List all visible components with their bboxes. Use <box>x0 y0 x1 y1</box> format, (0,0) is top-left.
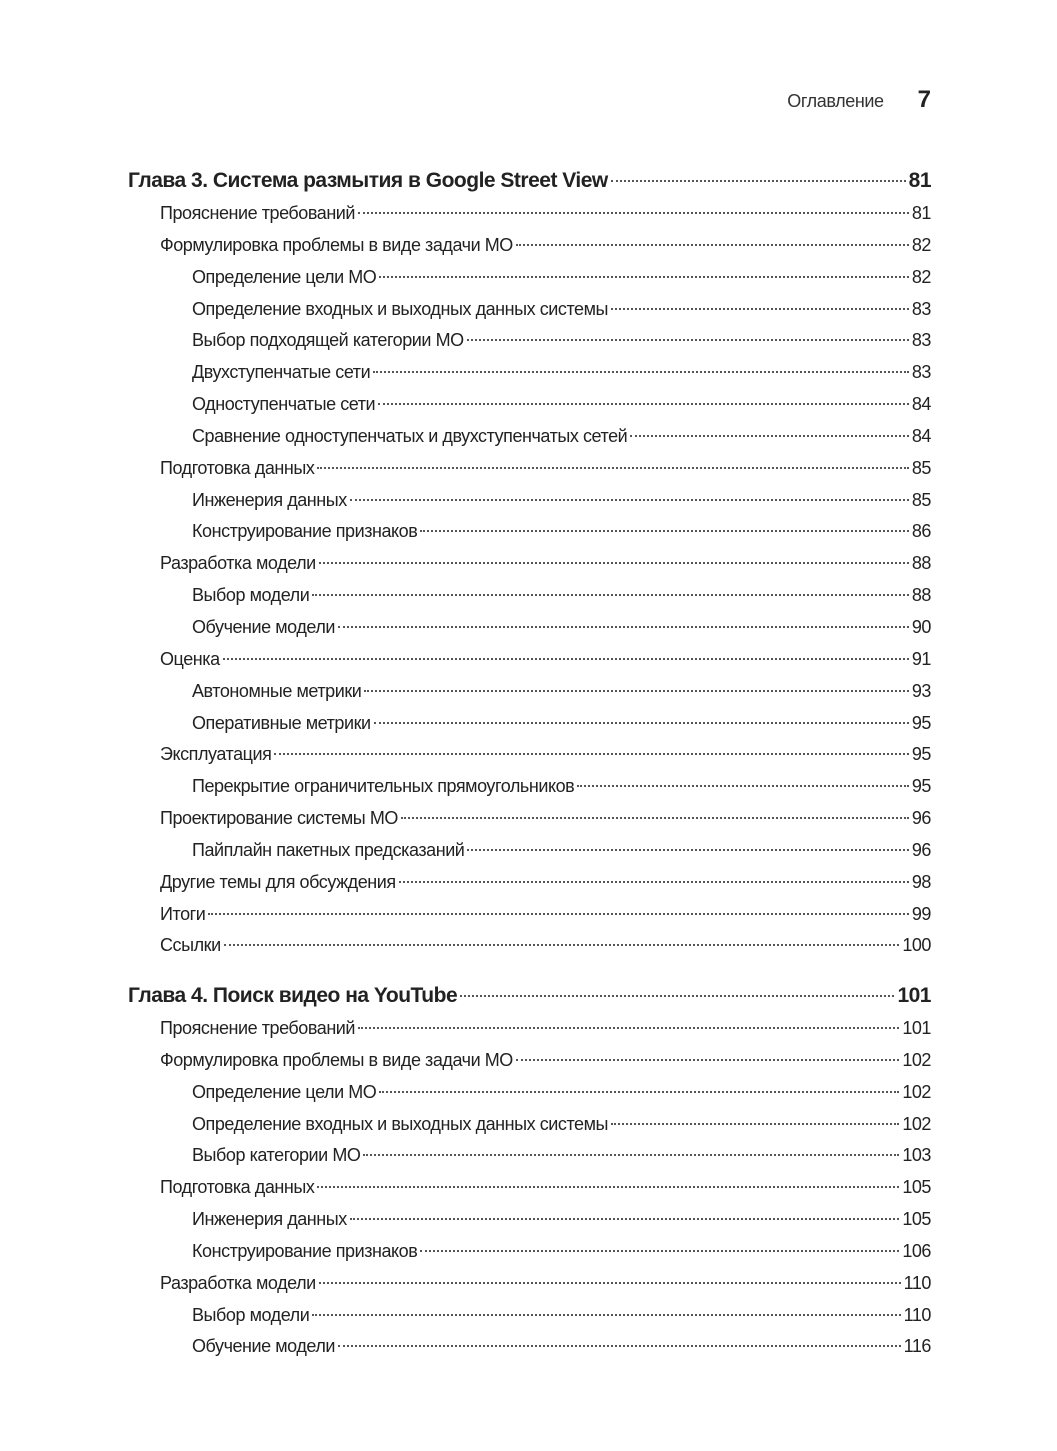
toc-entry[interactable] <box>128 1109 931 1141</box>
toc-entry-page: 83 <box>911 298 931 319</box>
toc-entry-label: Формулировка проблемы в виде задачи МО <box>160 1049 513 1070</box>
toc-entry-label: Одноступенчатые сети <box>192 394 376 415</box>
toc-entry[interactable] <box>128 230 931 262</box>
dot-leader <box>516 244 909 246</box>
toc-entry[interactable] <box>128 1236 931 1268</box>
dot-leader <box>312 594 909 596</box>
toc-entry-label: Определение цели МО <box>192 266 377 287</box>
dot-leader <box>379 1091 899 1093</box>
toc-entry[interactable] <box>128 771 931 803</box>
toc-entry-page: 84 <box>911 394 931 415</box>
dot-leader <box>577 785 909 787</box>
toc-entry-page: 101 <box>902 1018 931 1038</box>
dot-leader <box>223 658 909 660</box>
toc-entry[interactable] <box>128 1140 931 1172</box>
toc-entry-page: 93 <box>911 680 931 701</box>
toc-chapter-heading[interactable] <box>128 164 931 198</box>
running-header-title: Оглавление <box>787 91 884 111</box>
dot-leader <box>350 1218 899 1220</box>
dot-leader <box>274 753 908 755</box>
toc-entry[interactable] <box>128 453 931 485</box>
toc-entry[interactable] <box>128 1045 931 1077</box>
toc-entry-label: Выбор модели <box>192 585 310 606</box>
toc-entry-label: Выбор подходящей категории МО <box>192 330 464 351</box>
dot-leader <box>420 1250 899 1252</box>
toc-entry[interactable] <box>128 835 931 867</box>
toc-entry[interactable] <box>128 708 931 740</box>
toc-entry[interactable] <box>128 516 931 548</box>
toc-entry[interactable] <box>128 198 931 230</box>
toc-entry-label: Пайплайн пакетных предсказаний <box>192 839 465 860</box>
toc-entry-page: 88 <box>911 585 931 606</box>
dot-leader <box>420 530 909 532</box>
toc-entry-label: Определение цели МО <box>192 1081 377 1102</box>
toc-entry[interactable] <box>128 1013 931 1045</box>
toc-entry-label: Конструирование признаков <box>192 521 418 542</box>
dot-leader <box>374 722 909 724</box>
toc-entry[interactable] <box>128 580 931 612</box>
toc-entry[interactable] <box>128 262 931 294</box>
toc-entry-page: 98 <box>911 871 931 892</box>
toc-entry-label: Оценка <box>160 648 220 669</box>
toc-entry-label: Ссылки <box>160 935 221 956</box>
toc-entry-page: 100 <box>902 935 931 956</box>
toc-entry-page: 84 <box>911 425 931 446</box>
toc-entry-label: Формулировка проблемы в виде задачи МО <box>160 234 513 255</box>
toc-chapter-4 <box>128 979 931 1363</box>
dot-leader <box>399 881 909 883</box>
dot-leader <box>363 1154 899 1156</box>
running-header <box>787 86 931 114</box>
toc-entry-page: 105 <box>902 1177 931 1198</box>
toc-entry-label: Обучение модели <box>192 616 336 637</box>
dot-leader <box>338 626 909 628</box>
toc-entry[interactable] <box>128 739 931 771</box>
toc-entry-label: Подготовка данных <box>160 457 315 478</box>
toc-entry-label: Инженерия данных <box>192 489 347 510</box>
toc-entry-page: 96 <box>911 808 931 829</box>
dot-leader <box>358 212 909 214</box>
dot-leader <box>630 435 909 437</box>
toc-entry-label: Подготовка данных <box>160 1177 315 1198</box>
dot-leader <box>364 690 909 692</box>
toc-entry[interactable] <box>128 930 931 962</box>
toc-entry[interactable] <box>128 389 931 421</box>
toc-entry-label: Глава 3. Система размытия в Google Street View <box>128 169 608 192</box>
toc-entry[interactable] <box>128 1300 931 1332</box>
toc-entry-page: 110 <box>903 1272 931 1293</box>
dot-leader <box>611 180 906 182</box>
toc-entry[interactable] <box>128 644 931 676</box>
toc-entry-page: 81 <box>908 169 931 192</box>
toc-entry-label: Определение входных и выходных данных системы <box>192 298 609 319</box>
toc-entry-page: 103 <box>902 1145 931 1166</box>
toc-entry-page: 96 <box>911 839 931 860</box>
toc-entry-label: Прояснение требований <box>160 203 356 223</box>
toc-entry-page: 86 <box>911 521 931 542</box>
toc-entry-label: Разработка модели <box>160 553 316 574</box>
toc-entry[interactable] <box>128 357 931 389</box>
toc-entry-page: 99 <box>911 903 931 924</box>
dot-leader <box>378 403 909 405</box>
toc-entry[interactable] <box>128 421 931 453</box>
toc-entry-page: 85 <box>911 457 931 478</box>
toc-entry[interactable] <box>128 1204 931 1236</box>
toc-entry[interactable] <box>128 1331 931 1363</box>
toc-entry[interactable] <box>128 676 931 708</box>
toc-entry-page: 83 <box>911 362 931 383</box>
toc-entry[interactable] <box>128 867 931 899</box>
dot-leader <box>373 371 909 373</box>
page-number: 7 <box>917 86 931 113</box>
toc-entry-page: 91 <box>911 648 931 669</box>
toc-entry-label: Глава 4. Поиск видео на YouTube <box>128 984 458 1007</box>
toc-chapter-heading[interactable] <box>128 979 931 1013</box>
toc-entry[interactable] <box>128 1268 931 1300</box>
toc-entry-label: Двухступенчатые сети <box>192 362 371 383</box>
toc-entry[interactable] <box>128 548 931 580</box>
dot-leader <box>350 499 909 501</box>
dot-leader <box>611 1123 899 1125</box>
dot-leader <box>611 308 909 310</box>
toc-entry[interactable] <box>128 325 931 357</box>
toc-entry-page: 81 <box>911 203 931 223</box>
dot-leader <box>460 995 894 997</box>
dot-leader <box>401 817 909 819</box>
toc-entry[interactable] <box>128 899 931 931</box>
toc-entry-page: 110 <box>903 1304 931 1325</box>
toc-entry-page: 102 <box>902 1081 931 1102</box>
toc-entry[interactable] <box>128 294 931 326</box>
toc-entry-label: Прояснение требований <box>160 1018 356 1038</box>
toc-entry-label: Другие темы для обсуждения <box>160 871 396 892</box>
dot-leader <box>317 467 908 469</box>
dot-leader <box>358 1027 899 1029</box>
toc-entry-page: 105 <box>902 1209 931 1230</box>
toc-entry-page: 102 <box>902 1113 931 1134</box>
toc-entry-page: 102 <box>902 1049 931 1070</box>
toc-entry-label: Выбор модели <box>192 1304 310 1325</box>
toc-entry-page: 90 <box>911 616 931 637</box>
toc-entry-page: 106 <box>902 1240 931 1261</box>
toc-entry[interactable] <box>128 1077 931 1109</box>
toc-entry[interactable] <box>128 612 931 644</box>
dot-leader <box>467 339 909 341</box>
toc-entry-page: 82 <box>911 266 931 287</box>
dot-leader <box>516 1059 899 1061</box>
toc-entry-page: 95 <box>911 712 931 733</box>
toc-entry-page: 83 <box>911 330 931 351</box>
toc-entry-label: Итоги <box>160 903 206 924</box>
dot-leader <box>317 1186 899 1188</box>
dot-leader <box>208 913 909 915</box>
toc-entry-page: 101 <box>897 984 931 1007</box>
toc-entry-label: Выбор категории МО <box>192 1145 361 1166</box>
dot-leader <box>319 562 909 564</box>
toc-entry-page: 88 <box>911 553 931 574</box>
dot-leader <box>467 849 908 851</box>
toc-entry-label: Автономные метрики <box>192 680 362 701</box>
toc-entry-label: Конструирование признаков <box>192 1240 418 1261</box>
toc-entry-page: 95 <box>911 776 931 797</box>
toc-entry[interactable] <box>128 803 931 835</box>
toc-entry-label: Разработка модели <box>160 1272 316 1293</box>
toc-chapter-3 <box>128 164 931 962</box>
toc-entry-page: 116 <box>903 1336 931 1357</box>
dot-leader <box>319 1282 901 1284</box>
toc-entry-label: Определение входных и выходных данных системы <box>192 1113 609 1134</box>
toc-entry-label: Инженерия данных <box>192 1209 347 1230</box>
toc-entry-label: Сравнение одноступенчатых и двухступенчатых сетей <box>192 425 628 446</box>
toc-entry[interactable] <box>128 485 931 517</box>
dot-leader <box>312 1314 900 1316</box>
toc-entry-label: Эксплуатация <box>160 744 272 765</box>
toc-entry-page: 85 <box>911 489 931 510</box>
dot-leader <box>338 1345 901 1347</box>
toc-entry-label: Обучение модели <box>192 1336 336 1357</box>
toc-entry-page: 82 <box>911 234 931 255</box>
toc-entry[interactable] <box>128 1172 931 1204</box>
dot-leader <box>379 276 909 278</box>
toc-entry-label: Оперативные метрики <box>192 712 371 733</box>
dot-leader <box>224 944 900 946</box>
toc-entry-label: Перекрытие ограничительных прямоугольников <box>192 776 575 797</box>
toc-entry-label: Проектирование системы МО <box>160 808 398 829</box>
toc-entry-page: 95 <box>911 744 931 765</box>
